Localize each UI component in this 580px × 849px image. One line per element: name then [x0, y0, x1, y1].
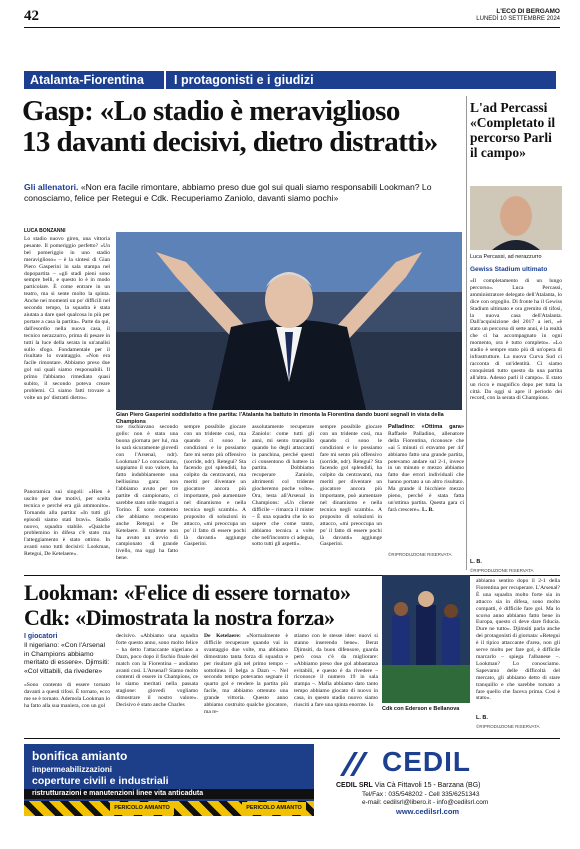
ad-company: CEDIL SRL — [336, 782, 373, 789]
sidebar-sign: L. B. — [470, 559, 482, 565]
main-photo — [116, 232, 462, 410]
second-column-1-text: «Sono contento di essere tornato davanti a questi tifosi. È tornato, ecco me se è tornato. Ademola Lookman lo ha fatto alla sua maniera, con un gol — [24, 682, 110, 709]
sidebar-photo-caption: Luca Percassi, ad nerazzurro — [470, 254, 542, 260]
second-column-4-text: stiamo con le stesse idee: nuovi si stanno inserendo bene». Berat Djimsiti, da buon difensore, guarda però cosa c'è da migliorare: «Abbiamo preso due gol abbastanza evitabili, e questo è da rivedere – riconosce il numero 19 in sala stampa –. Mafia abbiamo dato tanto tempo abbiamo giocato di nuovo in casa, in questo stadio nuovo siamo riusciti a fare una spinta enorme. Io — [294, 633, 378, 709]
sidebar-text: «Il completamento di un lungo percorso». Luca Percassi, amministratore delegato dell'Atalanta, lo dice con orgoglio. Di fronte ha il Gewiss Stadium ultimato e ora gremito di tifosi, la nuova casa dell'Atalanta. Dall'acquisizione del 2017 a ieri, «è stato un percorso di sette anni, è la realtà che ci ha accompagnato in ogni momento, ora è tutto completo». «Lo stadio è sempre stato più di un'opera di infrastrutture. La nuova Curva Sud ci racconta di un'identità. Ci siamo conquistati tutto questo da una partita all'altra. Adesso parli il campo». E stato un ricco e magnifico dopo per tutta la città. Da oggi si apre il periodo dei record, con la serata di Champions. — [470, 278, 562, 402]
main-headline — [22, 96, 472, 158]
second-copyright: ©RIPRODUZIONE RISERVATA — [476, 724, 540, 729]
second-summary-block — [24, 633, 110, 716]
column-6-text — [388, 424, 464, 548]
headline-line-2: 13 davanti decisivi, dietro distratti» — [22, 126, 438, 158]
deck — [24, 182, 464, 204]
column-5b-text: sempre possibile giocare con un tridente così, ma quando ci sono le condizioni e lo possiamo fare mi sento più offensivo (sorride, ndr). Retegui? Sta facendo gol splendidi, ha colpito da centravanti, ma meriti per diventare un giocatore ancora più importante, può aumentare nel dinamismo e nella tecnica negli scambi». A proposito di soluzioni in attacco, «mi preoccupa un po' il fatto di essere pochi là davanti» aggiunge Gasperini. — [320, 424, 382, 548]
second-column-3-lead: De Ketelaere: — [204, 633, 241, 639]
second-column-3-body: «Normalmente è difficile recuperare quando vai in svantaggio due volte, ma abbiamo dimostrato tanta forza di squadra e per risultare già nel primo tempo – sottolinea il belga a Dazn –. Nel secondo tempo potevamo segnare il quarto gol e rendere la partita più facile, ma abbiamo ottenuto una grande vittoria. Questo anno abbiamo costruito qualche giocatore, ma re- — [204, 633, 288, 715]
sidebar-divider — [466, 96, 467, 570]
ad-left-line4: ristrutturazioni e manutenzioni linee vita anticaduta — [24, 789, 314, 799]
column-6 — [388, 424, 464, 570]
sidebar-subhead: Gewiss Stadium ultimato — [470, 266, 548, 273]
ad-warning-2: PERICOLO AMIANTO — [242, 802, 306, 815]
second-kicker: I giocatori — [24, 633, 58, 640]
section-subtitle: I protagonisti e i giudizi — [166, 71, 556, 89]
second-column-5 — [476, 578, 560, 729]
column-1-text: Lo stadio nuovo giren, una vittoria pesante. Il pomeriggio perfetto? «Un bel pomeriggio in uno stadio meraviglioso» – è la sintesi di Gian Piero Gasperini in sala stampa nel dopopartita – «gli stadi pieni sono sempre belli, e questo lo è in modo particolare. È come entrare in un teatro, ma si sente molto la spinta. Anche nei momenti un po' difficili nel secondo tempo, la squadra è stata aiutata a dare quel qualcosa in più per portare a casa la partita». Parte da qui, dall'esordio nella nuova casa, il tecnico nerazzurro, prima di pesare in tutti la luce della serata in un'analisi sullo sfogo. Fondamentale per il risultato lo svantaggio. «Non era facile rimontare. Abbiamo preso due gol sui quali siamo responsabili. Il primo l'abbiamo rimediato quasi subito, il secondo poteva creare problemi. Ci siamo fatti trovare a volte un po' distratti dietro». — [24, 236, 110, 401]
copyright-1: ©RIPRODUZIONE RISERVATA — [388, 552, 452, 557]
second-sign: L. B. — [476, 715, 488, 721]
deck-lead: Gli allenatori. — [24, 182, 79, 192]
page-number: 42 — [24, 8, 39, 24]
ad-left-line2: impermeabilizzazioni — [32, 765, 113, 774]
sidebar-copyright: ©RIPRODUZIONE RISERVATA — [470, 568, 534, 573]
deck-text: «Non era facile rimontare, abbiamo preso due gol sui quali siamo responsabili Lookman? Lo conosciamo, felice per Retegui e Cdk. Recuperiamo Zaniolo, davanti siamo pochi» — [24, 182, 432, 203]
column-1b-text: Panoramica sui singoli: «Hien è uscito per due motivi, per scelta tecnica e perché era già ammonito». Tornando alla partita: «In tutti gli episodi siamo stati bravi». Stadio nuovo, squadra stabile. «Qualche problemino in difesa c'è stato ma l'atteggiamento è stato ottimo. In avanti sono tutti decisivi: Lookman, Retegui, De Ketelaere». — [24, 489, 110, 558]
ad-company-line — [336, 782, 480, 789]
ad-divider — [24, 738, 560, 739]
ad-cedil[interactable] — [316, 744, 556, 816]
column-1 — [24, 228, 110, 570]
ad-left-line3: coperture civili e industriali — [32, 775, 169, 787]
headline-line-1: Gasp: «Lo stadio è meraviglioso — [22, 95, 400, 127]
cedil-logo-icon — [336, 750, 376, 778]
ad-website[interactable]: www.cedilsrl.com — [396, 807, 460, 816]
column-5-text: assolutamente recuperare Zaniolo: come tutti gli anni, mi sento tranquillo quando ho degli attaccanti in panchina, perché questi ci consentono di battere la partita. Dobbiamo recuperare Zaniolo, altrimenti col tridente giocheremo poche volte». Ora, testa all'Arsenal in Champions: «Un cliente difficile – rimarca il mister – È una squadra che io so sapere che come tanto, abbiamo tecnica a volte che nell'incontro ci adegua, sotto tutti gli aspetti». — [252, 424, 314, 548]
ad-email: e-mail: cedilsrl@libero.it - info@cedilsrl.com — [362, 799, 489, 806]
sidebar-photo — [470, 186, 562, 250]
players-photo-illustration — [382, 575, 470, 703]
byline: LUCA BONZANNI — [24, 228, 66, 234]
top-rule — [24, 27, 560, 28]
masthead — [476, 8, 560, 23]
issue-date: LUNEDÌ 10 SETTEMBRE 2024 — [476, 16, 560, 22]
second-column-3-text — [204, 633, 288, 733]
column-3-text: toe rischiavano secondo gollo: non è stata una buona giornata per lui, ma lo sarà sicuramente giovedì con l'Arsenal, ndr). Lookman? Lo conosciamo, sappiamo il suo valore, ha fatto indubbiamente una bellissima gara: non l'abbiamo avuto per tre partite di campionato, ci sarebbe stato utile magari a Torino. È sono contento che abbiamo recuperato anche Retegui e De Ketelaere. Il tridente non ha avuto un avvio di campionato di grande livello, ma oggi ha fatto bene. — [116, 424, 178, 562]
ad-warning-1: PERICOLO AMIANTO — [110, 802, 174, 815]
percassi-photo-illustration — [470, 186, 562, 250]
ad-left-title: bonifica amianto — [32, 749, 128, 763]
article-divider — [24, 575, 560, 576]
second-photo-caption: Cdk con Ederson e Bellanova — [382, 706, 460, 712]
second-headline — [24, 580, 384, 630]
second-headline-line-2: Cdk: «Dimostrata la nostra forza» — [24, 605, 335, 630]
coach-photo-illustration — [116, 232, 462, 410]
column-6-body: Raffaele Palladino, allenatore della Fiorentina, riconosce che «ai 5 minuti ci eravamo per 44' abbiamo fatto una grande partita, potevamo andare sul 2-1, invece in un minuto e mezzo abbiamo fatto due errori individuali che hanno portato a un altro risultato. Ma grande il bicchiere mezzo pieno, perché è stata fatta un'ottima partita. Questa gara ci farà crescere». — [388, 430, 464, 513]
second-column-5-text: abbiamo sentito dopo il 2-1 della Fiorentina per recuperare. L'Arsenal? È una squadra molto forte sia in attacco sia in difesa, sono molto compatti, è difficile fare gol. Ma lo scorso anno abbiamo fatto bene in Europa, questo ci deve dare fiducia. Dure ne tutto». Djimsiti parla anche dei protagonisti di giornata: «Retegui è il tipico attaccante d'area, non gli serve molto per fare gol, è difficile marcarlo – spiega l'albanese –. Lookman? Lo conosciamo. Sapevamo delle difficoltà del mercato, gli abbiamo detto di stare tranquillo e che sarebbe tornato a fare quello che faceva prima. Così è stato». — [476, 578, 560, 702]
main-photo-caption: Gian Piero Gasperini soddisfatto a fine partita: l'Atalanta ha battuto in rimonta la Fiorentina dando buoni segnali in vista della Champions — [116, 412, 444, 425]
second-headline-line-1: Lookman: «Felice di essere tornato» — [24, 580, 351, 605]
ad-phone: Tel/Fax : 035/548202 - Cell 335/6251343 — [362, 791, 480, 798]
second-summary: Il nigeriano: «Con l'Arsenal in Champions abbiamo meritato di essere». Djimsiti: «Col vittabili, da rivedere» — [24, 642, 110, 675]
ad-brand: CEDIL — [382, 746, 471, 777]
ad-asbestos[interactable] — [24, 744, 314, 816]
column-4-text: sempre possibile giocare con un tridente così, ma quando ci sono le condizioni e lo possiamo fare mi sento più offensivo (sorride, ndr). Retegui? Sta facendo gol splendidi, ha colpito da centravanti, ma meriti per diventare un giocatore ancora più importante, può aumentare nel dinamismo e nella tecnica negli scambi». A proposito di soluzioni in attacco, «mi preoccupa un po' il fatto di essere pochi là davanti» aggiunge Gasperini. — [184, 424, 246, 548]
column-6-sign: L. B. — [422, 506, 434, 513]
paper-name: L'ECO DI BERGAMO — [496, 8, 560, 15]
ad-address: Via Cà Fittavoli 15 - Barzana (BG) — [374, 782, 481, 789]
second-photo — [382, 575, 470, 703]
section-tag: Atalanta-Fiorentina — [24, 71, 164, 89]
column-6-lead: Palladino: «Ottima gara» — [388, 424, 464, 430]
sidebar-headline: L'ad Percassi «Completato il percorso Parli il campo» — [470, 100, 556, 160]
second-column-2-text: decisivo. «Abbiamo una squadra forte questo anno, sono molto felice – ha detto l'attaccante nigeriano a Dazn, poco dopo il fischio finale del match con la Fiorentina – andiamo avanti così. L'Arsenal? Siamo molto contenti di essere in Champions, ce lo siamo meritati nella passata stagione: giovedì vogliamo dimostrare il nostro valore». Decisivo è stato anche Charles — [116, 633, 198, 709]
sidebar-footer — [470, 550, 562, 573]
